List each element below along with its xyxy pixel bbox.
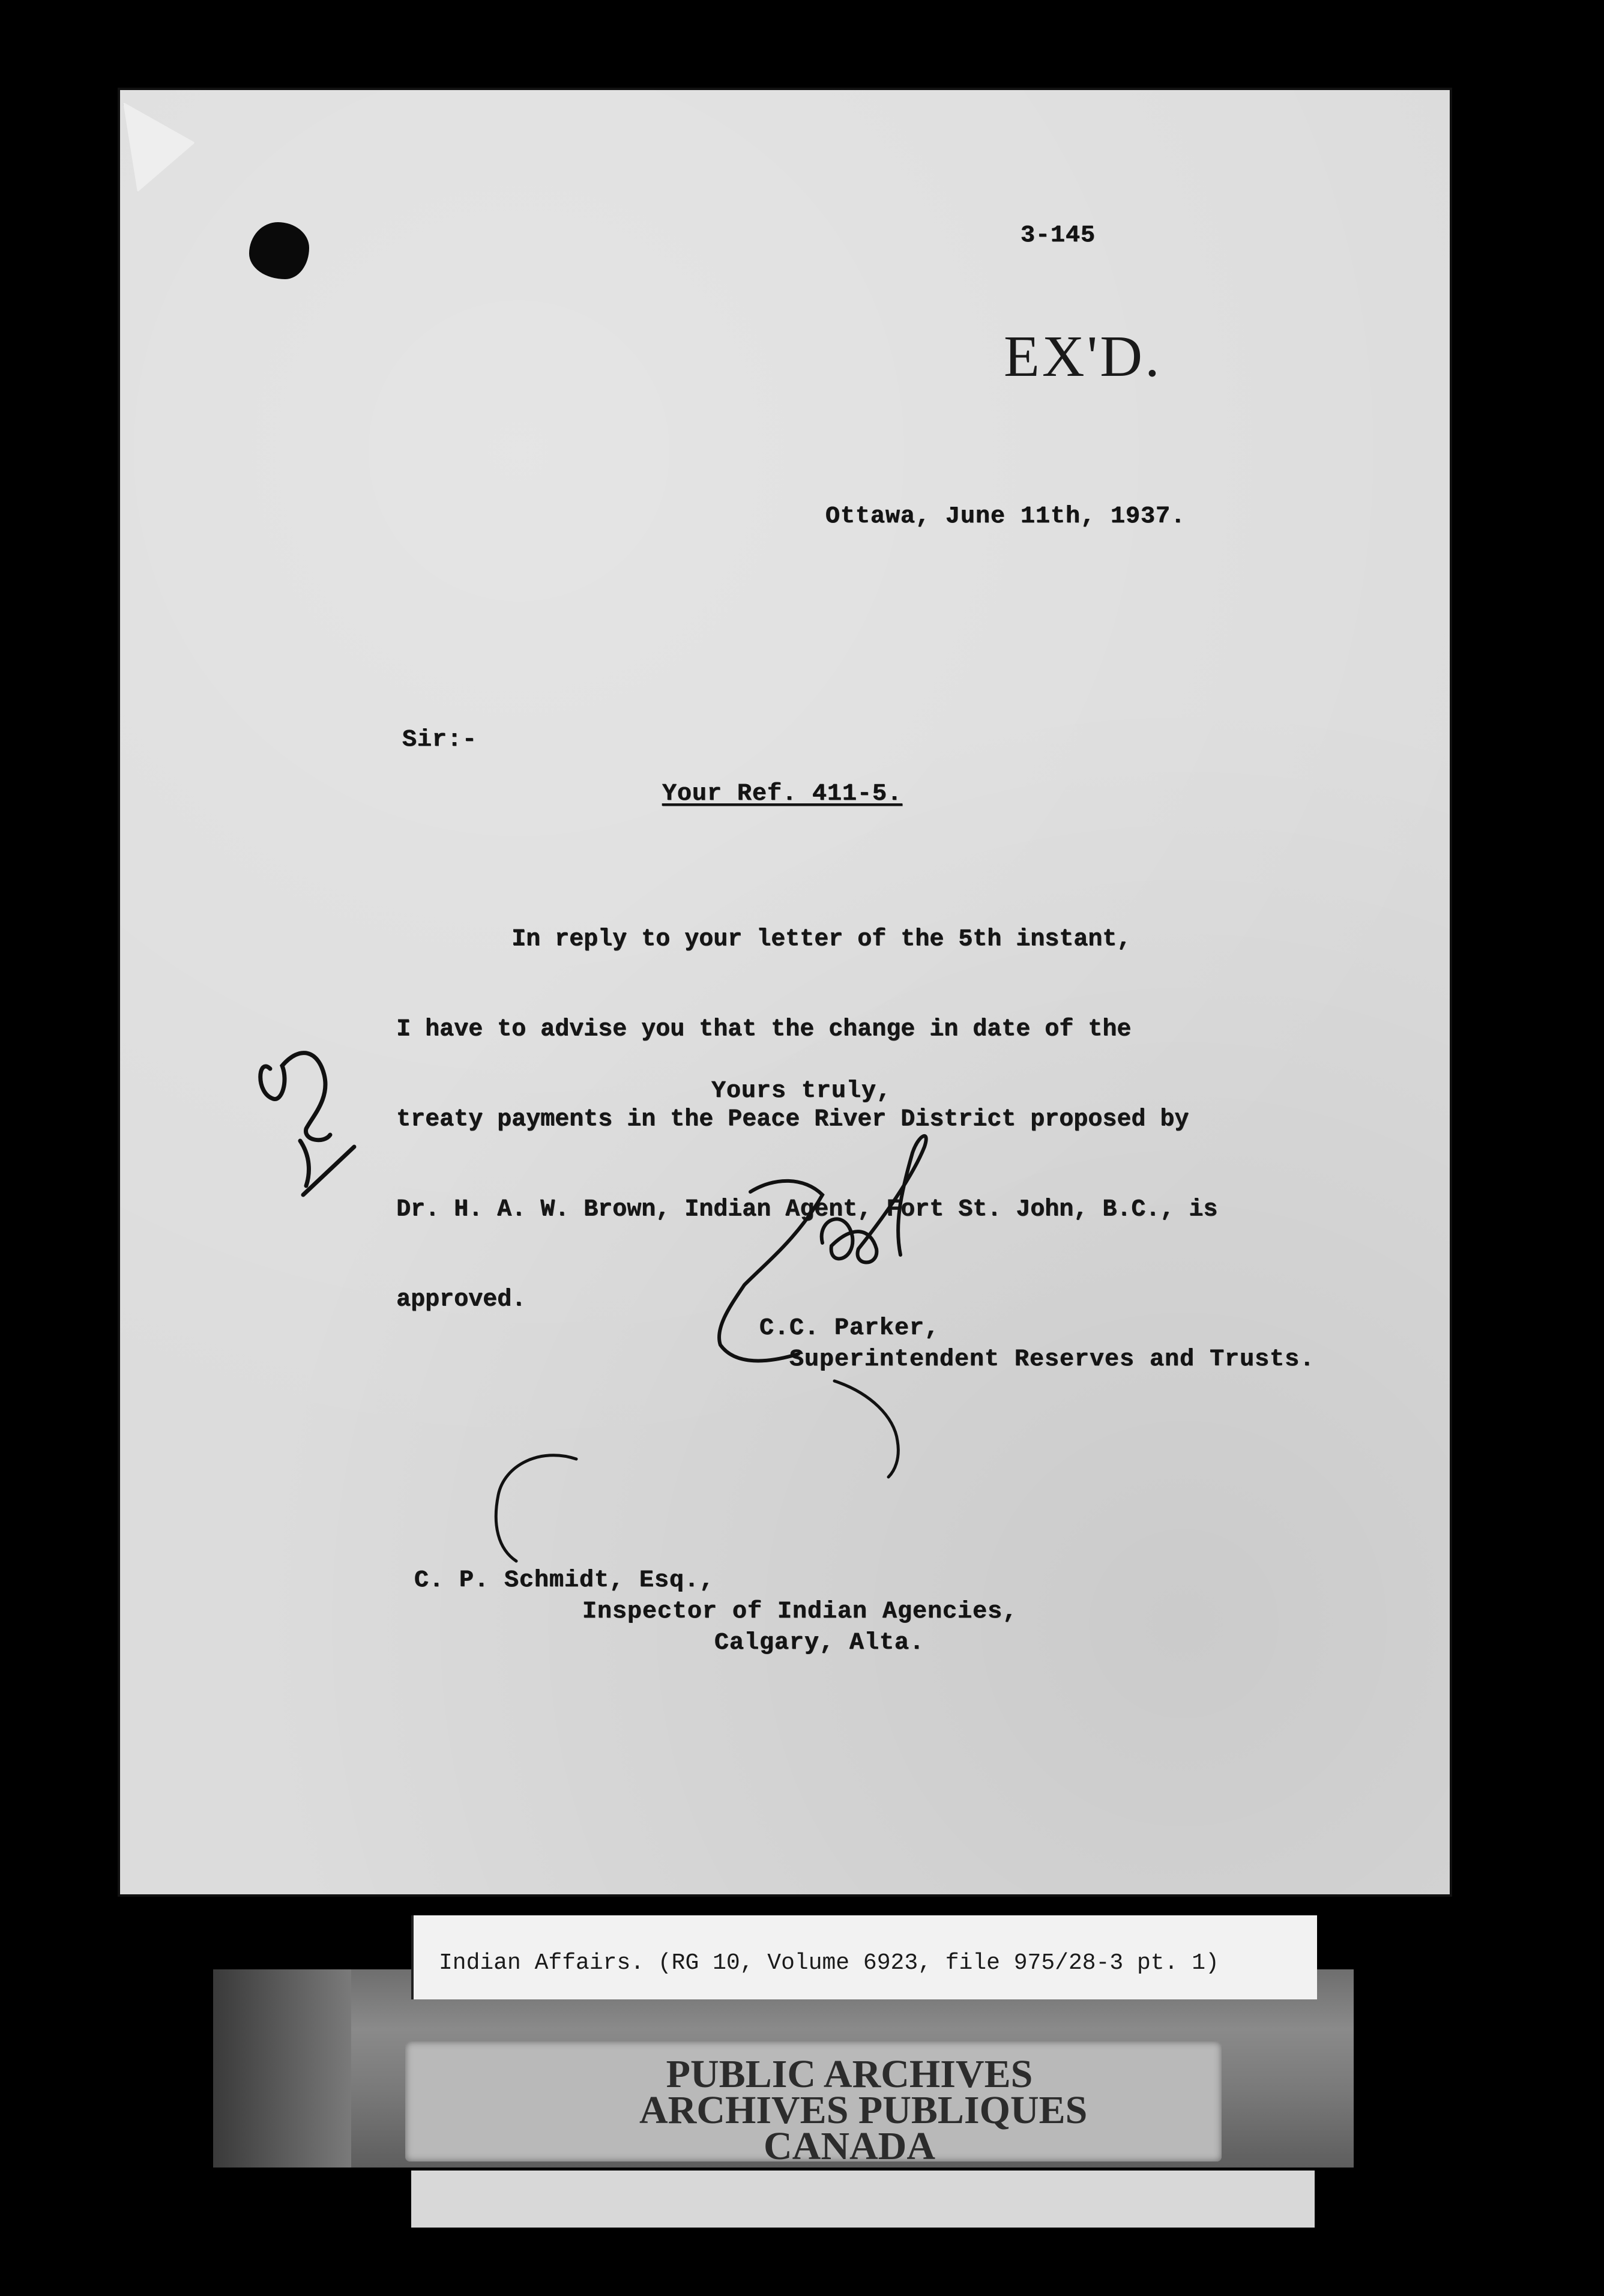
archive-label: [411, 1915, 1317, 1999]
file-number: 3-145: [1021, 222, 1096, 249]
signatory-title: Superintendent Reserves and Trusts.: [789, 1346, 1315, 1373]
body-line: approved.: [396, 1286, 526, 1313]
salutation: Sir:-: [402, 727, 478, 754]
body-line: treaty payments in the Peace River District proposed by: [396, 1106, 1189, 1133]
archive-stamp-line: PUBLIC ARCHIVES: [666, 2052, 1033, 2096]
archive-stamp-line: CANADA: [764, 2124, 935, 2168]
reference-line: Your Ref. 411-5.: [662, 781, 903, 808]
bottom-label-strip: [411, 2171, 1315, 2228]
exd-stamp: EX'D.: [1004, 324, 1162, 389]
date-line: Ottawa, June 11th, 1937.: [825, 503, 1186, 530]
mount-shadow: [213, 1969, 351, 2168]
body-line: Dr. H. A. W. Brown, Indian Agent, Fort St. John, B.C., is: [396, 1196, 1218, 1223]
archive-stamp-line: ARCHIVES PUBLIQUES: [639, 2088, 1088, 2132]
addressee-name: C. P. Schmidt, Esq.,: [414, 1567, 715, 1594]
signatory-name: C.C. Parker,: [759, 1315, 940, 1342]
punch-hole: [249, 222, 309, 279]
letter-body: [396, 865, 1333, 1345]
addressee-title: Inspector of Indian Agencies,: [582, 1598, 1018, 1625]
archive-citation: Indian Affairs. (RG 10, Volume 6923, file 975/28-3 pt. 1): [439, 1950, 1219, 1976]
body-line: I have to advise you that the change in date of the: [396, 1016, 1132, 1043]
closing: Yours truly,: [711, 1078, 892, 1105]
addressee-place: Calgary, Alta.: [714, 1630, 925, 1657]
archive-stamp: [639, 2052, 1088, 2168]
body-line: In reply to your letter of the 5th instant,: [396, 926, 1132, 953]
